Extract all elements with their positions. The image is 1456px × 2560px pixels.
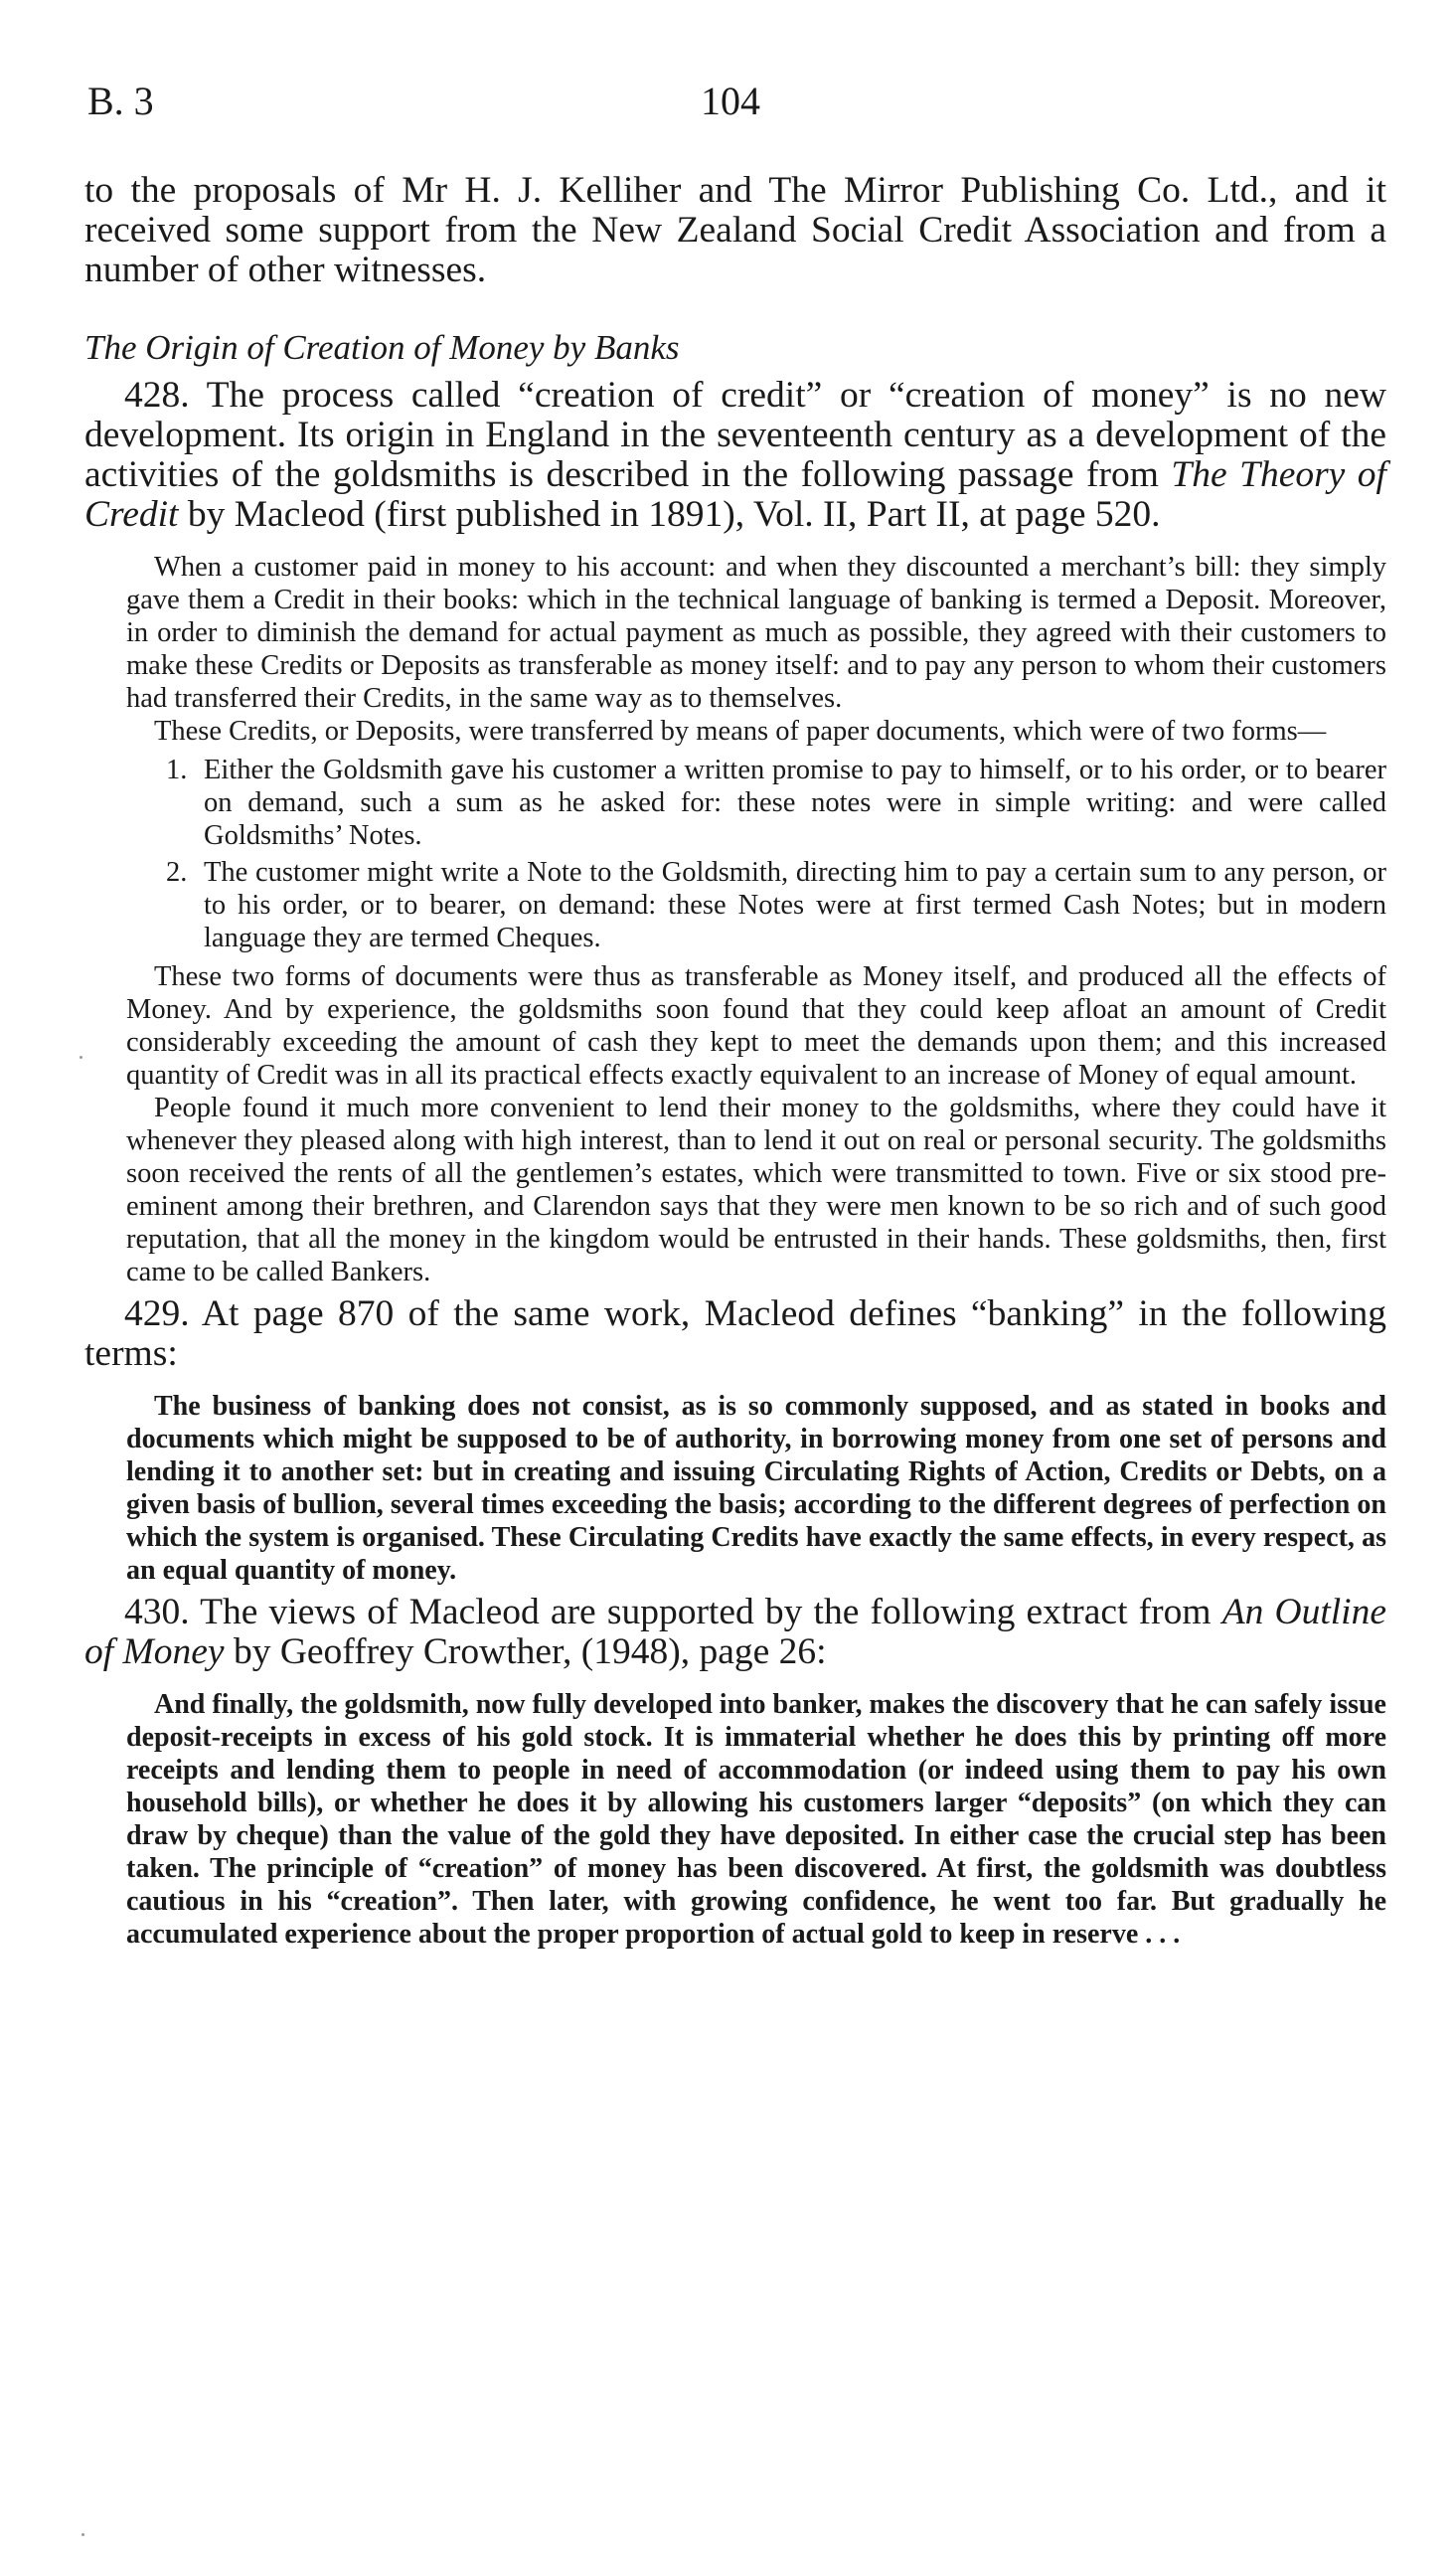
paragraph-428-text-b: by Macleod (first published in 1891), Vol. II, Part II, at page 520. <box>178 494 1161 535</box>
page-body <box>84 171 1386 1951</box>
book-title-outline-of-money: An Outline of Money <box>84 1592 1386 1672</box>
paragraph-428 <box>84 376 1386 535</box>
list-item-number: 2. <box>166 857 188 888</box>
section-heading: The Origin of Creation of Money by Banks <box>84 328 680 367</box>
document-reference: B. 3 <box>87 79 154 123</box>
list-item-text: Either the Goldsmith gave his customer a written promise to pay to himself, or to his order, or to bearer on demand, such a sum as he asked for: these notes were in simple writing: and were called Goldsmiths’ Notes. <box>204 755 1386 851</box>
quote-macleod-p4: People found it much more convenient to lend their money to the goldsmiths, where they could have it whenever they pleased along with high interest, than to lend it out on real or personal security. The goldsmiths soon received the rents of all the gentlemen’s estates, which were transmitted to town. Five or six stood pre-eminent among their brethren, and Clarendon says that they were men known to be so rich and of such good reputation, that all the money in the kingdom would be entrusted in their hands. These goldsmiths, then, first came to be called Bankers. <box>126 1093 1386 1287</box>
paragraph-430 <box>84 1593 1386 1672</box>
quote-macleod-p3: These two forms of documents were thus as transferable as Money itself, and produced all the effects of Money. And by experience, the goldsmiths soon found that they could keep afloat an amount of Credit considerably exceeding the amount of cash they kept to meet the demands upon them; and this increased quantity of Credit was in all its practical effects exactly equivalent to an increase of Money of equal amount. <box>126 961 1386 1091</box>
page-number: 104 <box>701 79 760 123</box>
list-item <box>126 856 1386 954</box>
quote-crowther: And finally, the goldsmith, now fully developed into banker, makes the discovery that he can safely issue deposit-receipts in excess of his gold stock. It is immaterial whether he does this by printing off more receipts and lending them to people in need of accommodation (or indeed using them to pay his own household bills), or whether he does it by allowing his customers larger “deposits” (on which they can draw by cheque) than the value of the gold they have deposited. In either case the crucial step has been taken. The principle of “creation” of money has been discovered. At first, the goldsmith was doubtless cautious in his “creation”. Then later, with growing confidence, he went too far. But gradually he accumulated experience about the proper proportion of actual gold to keep in reserve . . . <box>126 1689 1386 1950</box>
paragraph-428-text-a: 428. The process called “creation of credit” or “creation of money” is no new development. Its origin in England in the seventeenth century as a development of the activities of the goldsmiths is described in the following passage from <box>84 375 1386 495</box>
intro-paragraph: to the proposals of Mr H. J. Kelliher and The Mirror Publishing Co. Ltd., and it received some support from the New Zealand Social Credit Association and from a number of other witnesses. <box>84 170 1386 290</box>
quote-macleod-p1: When a customer paid in money to his account: and when they discounted a merchant’s bill: they simply gave them a Credit in their books: which in the technical language of banking is termed a Deposit. Moreover, in order to diminish the demand for actual payment as much as possible, they agreed with their customers to make these Credits or Deposits as transferable as money itself: and to pay any person to whom their customers had transferred their Credits, in the same way as to themselves. <box>126 552 1386 714</box>
paragraph-429: 429. At page 870 of the same work, Macleod defines “banking” in the following terms: <box>84 1293 1386 1374</box>
book-title-theory-of-credit: The Theory of Credit <box>84 454 1386 535</box>
scan-speck <box>80 1056 82 1059</box>
list-item-number: 1. <box>166 755 188 785</box>
quote-macleod-banking: The business of banking does not consist, as is so commonly supposed, and as stated in books and documents which might be supposed to be of authority, in borrowing money from one set of persons and lending it to another set: but in creating and issuing Circulating Rights of Action, Credits or Debts, on a given basis of bullion, several times exceeding the basis; according to the different degrees of perfection on which the system is organised. These Circulating Credits have exactly the same effects, in every respect, as an equal quantity of money. <box>126 1391 1386 1586</box>
list-item <box>126 754 1386 852</box>
quote-macleod-p2: These Credits, or Deposits, were transferred by means of paper documents, which were of two forms— <box>154 716 1327 747</box>
paragraph-430-text-a: 430. The views of Macleod are supported by the following extract from <box>124 1592 1222 1632</box>
page-header <box>87 78 1379 137</box>
quote-macleod-list <box>126 754 1386 954</box>
scan-speck <box>81 2533 84 2536</box>
list-item-text: The customer might write a Note to the Goldsmith, directing him to pay a certain sum to any person, or to his order, or to bearer, on demand: these Notes were at first termed Cash Notes; but in modern language they are termed Cheques. <box>204 857 1386 953</box>
paragraph-430-text-b: by Geoffrey Crowther, (1948), page 26: <box>224 1631 827 1672</box>
